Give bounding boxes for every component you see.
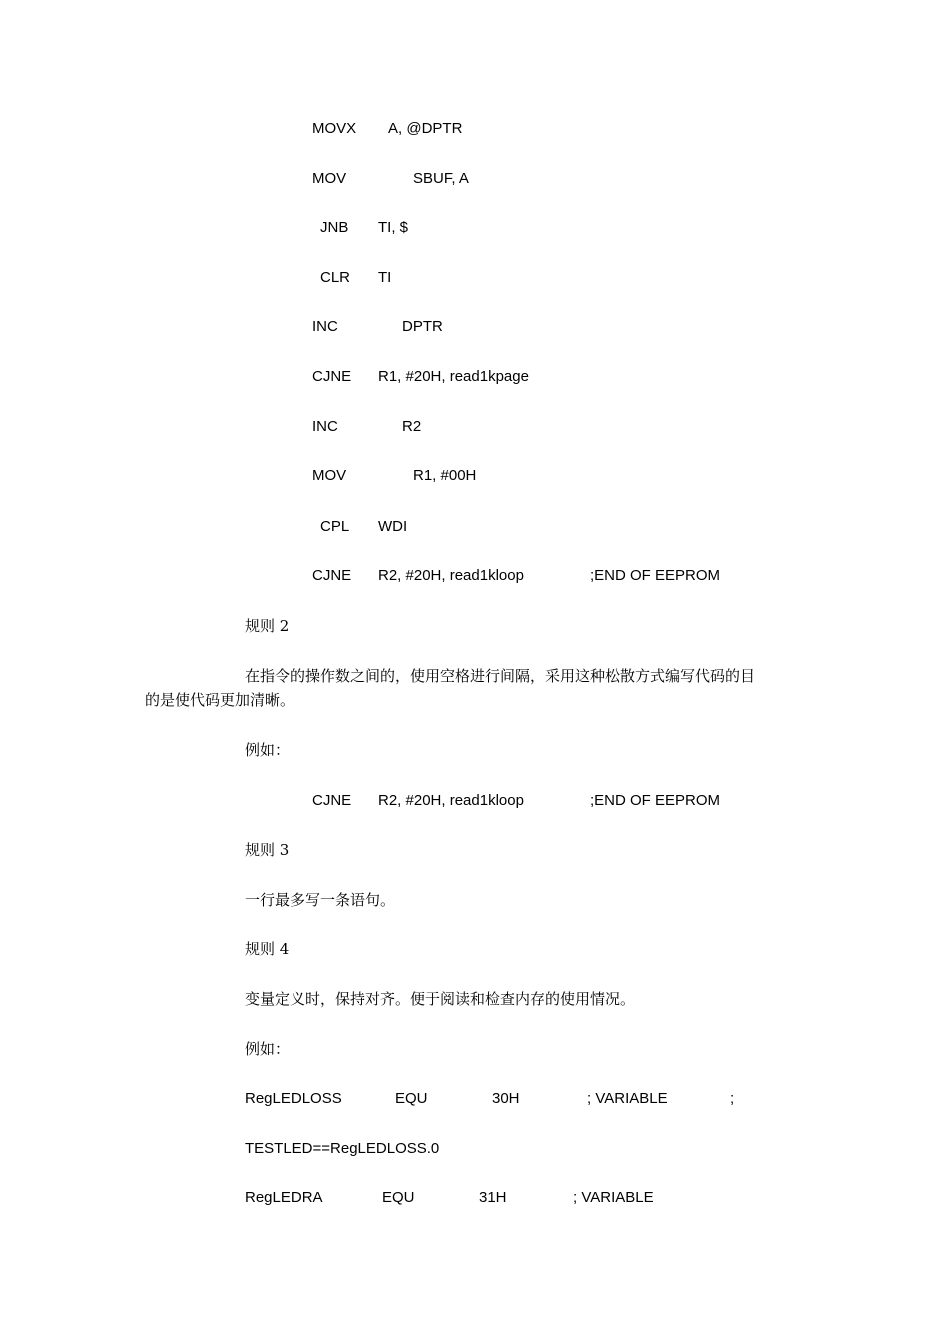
code-comment: ;END OF EEPROM: [590, 567, 721, 584]
mnemonic: INC: [312, 418, 338, 435]
value: 31H: [479, 1189, 507, 1206]
operands: DPTR: [402, 318, 443, 335]
mnemonic: MOV: [312, 467, 347, 484]
rule-heading: 规则 3: [245, 841, 290, 859]
mnemonic: CPL: [320, 518, 350, 535]
operands: R2, #20H, read1kloop: [378, 567, 524, 584]
operands: WDI: [378, 518, 408, 535]
rule-heading: 规则 2: [245, 617, 290, 635]
operands: TI: [378, 269, 392, 286]
code-comment: ; VARIABLE: [587, 1090, 668, 1107]
mnemonic: MOVX: [312, 120, 357, 137]
mnemonic: CJNE: [312, 792, 352, 809]
mnemonic: JNB: [320, 219, 349, 236]
code-comment: ; VARIABLE: [573, 1189, 654, 1206]
example-label: 例如：: [245, 741, 291, 759]
mnemonic: MOV: [312, 170, 347, 187]
directive: EQU: [395, 1090, 428, 1107]
operands: SBUF, A: [413, 170, 469, 187]
rule-text: 的是使代码更加清晰。: [145, 691, 296, 709]
rule-text: 变量定义时，保持对齐。便于阅读和检查内存的使用情况。: [245, 990, 636, 1008]
code-comment: ;: [730, 1090, 735, 1107]
mnemonic: CJNE: [312, 567, 352, 584]
mnemonic: CJNE: [312, 368, 352, 385]
example-label: 例如：: [245, 1040, 291, 1058]
operands: R2, #20H, read1kloop: [378, 792, 524, 809]
variable-name: RegLEDLOSS: [245, 1090, 342, 1107]
code-comment: ;END OF EEPROM: [590, 792, 721, 809]
operands: A, @DPTR: [388, 120, 463, 137]
operands: R1, #20H, read1kpage: [378, 368, 529, 385]
rule-heading: 规则 4: [245, 940, 290, 958]
mnemonic: CLR: [320, 269, 351, 286]
mnemonic: INC: [312, 318, 338, 335]
operands: TI, $: [378, 219, 409, 236]
operands: R2: [402, 418, 422, 435]
variable-name: RegLEDRA: [245, 1189, 323, 1206]
rule-text: 一行最多写一条语句。: [245, 891, 396, 909]
bit-definition: TESTLED==RegLEDLOSS.0: [245, 1140, 440, 1157]
directive: EQU: [382, 1189, 415, 1206]
rule-text: 在指令的操作数之间的，使用空格进行间隔，采用这种松散方式编写代码的目: [245, 667, 756, 685]
value: 30H: [492, 1090, 520, 1107]
operands: R1, #00H: [413, 467, 477, 484]
